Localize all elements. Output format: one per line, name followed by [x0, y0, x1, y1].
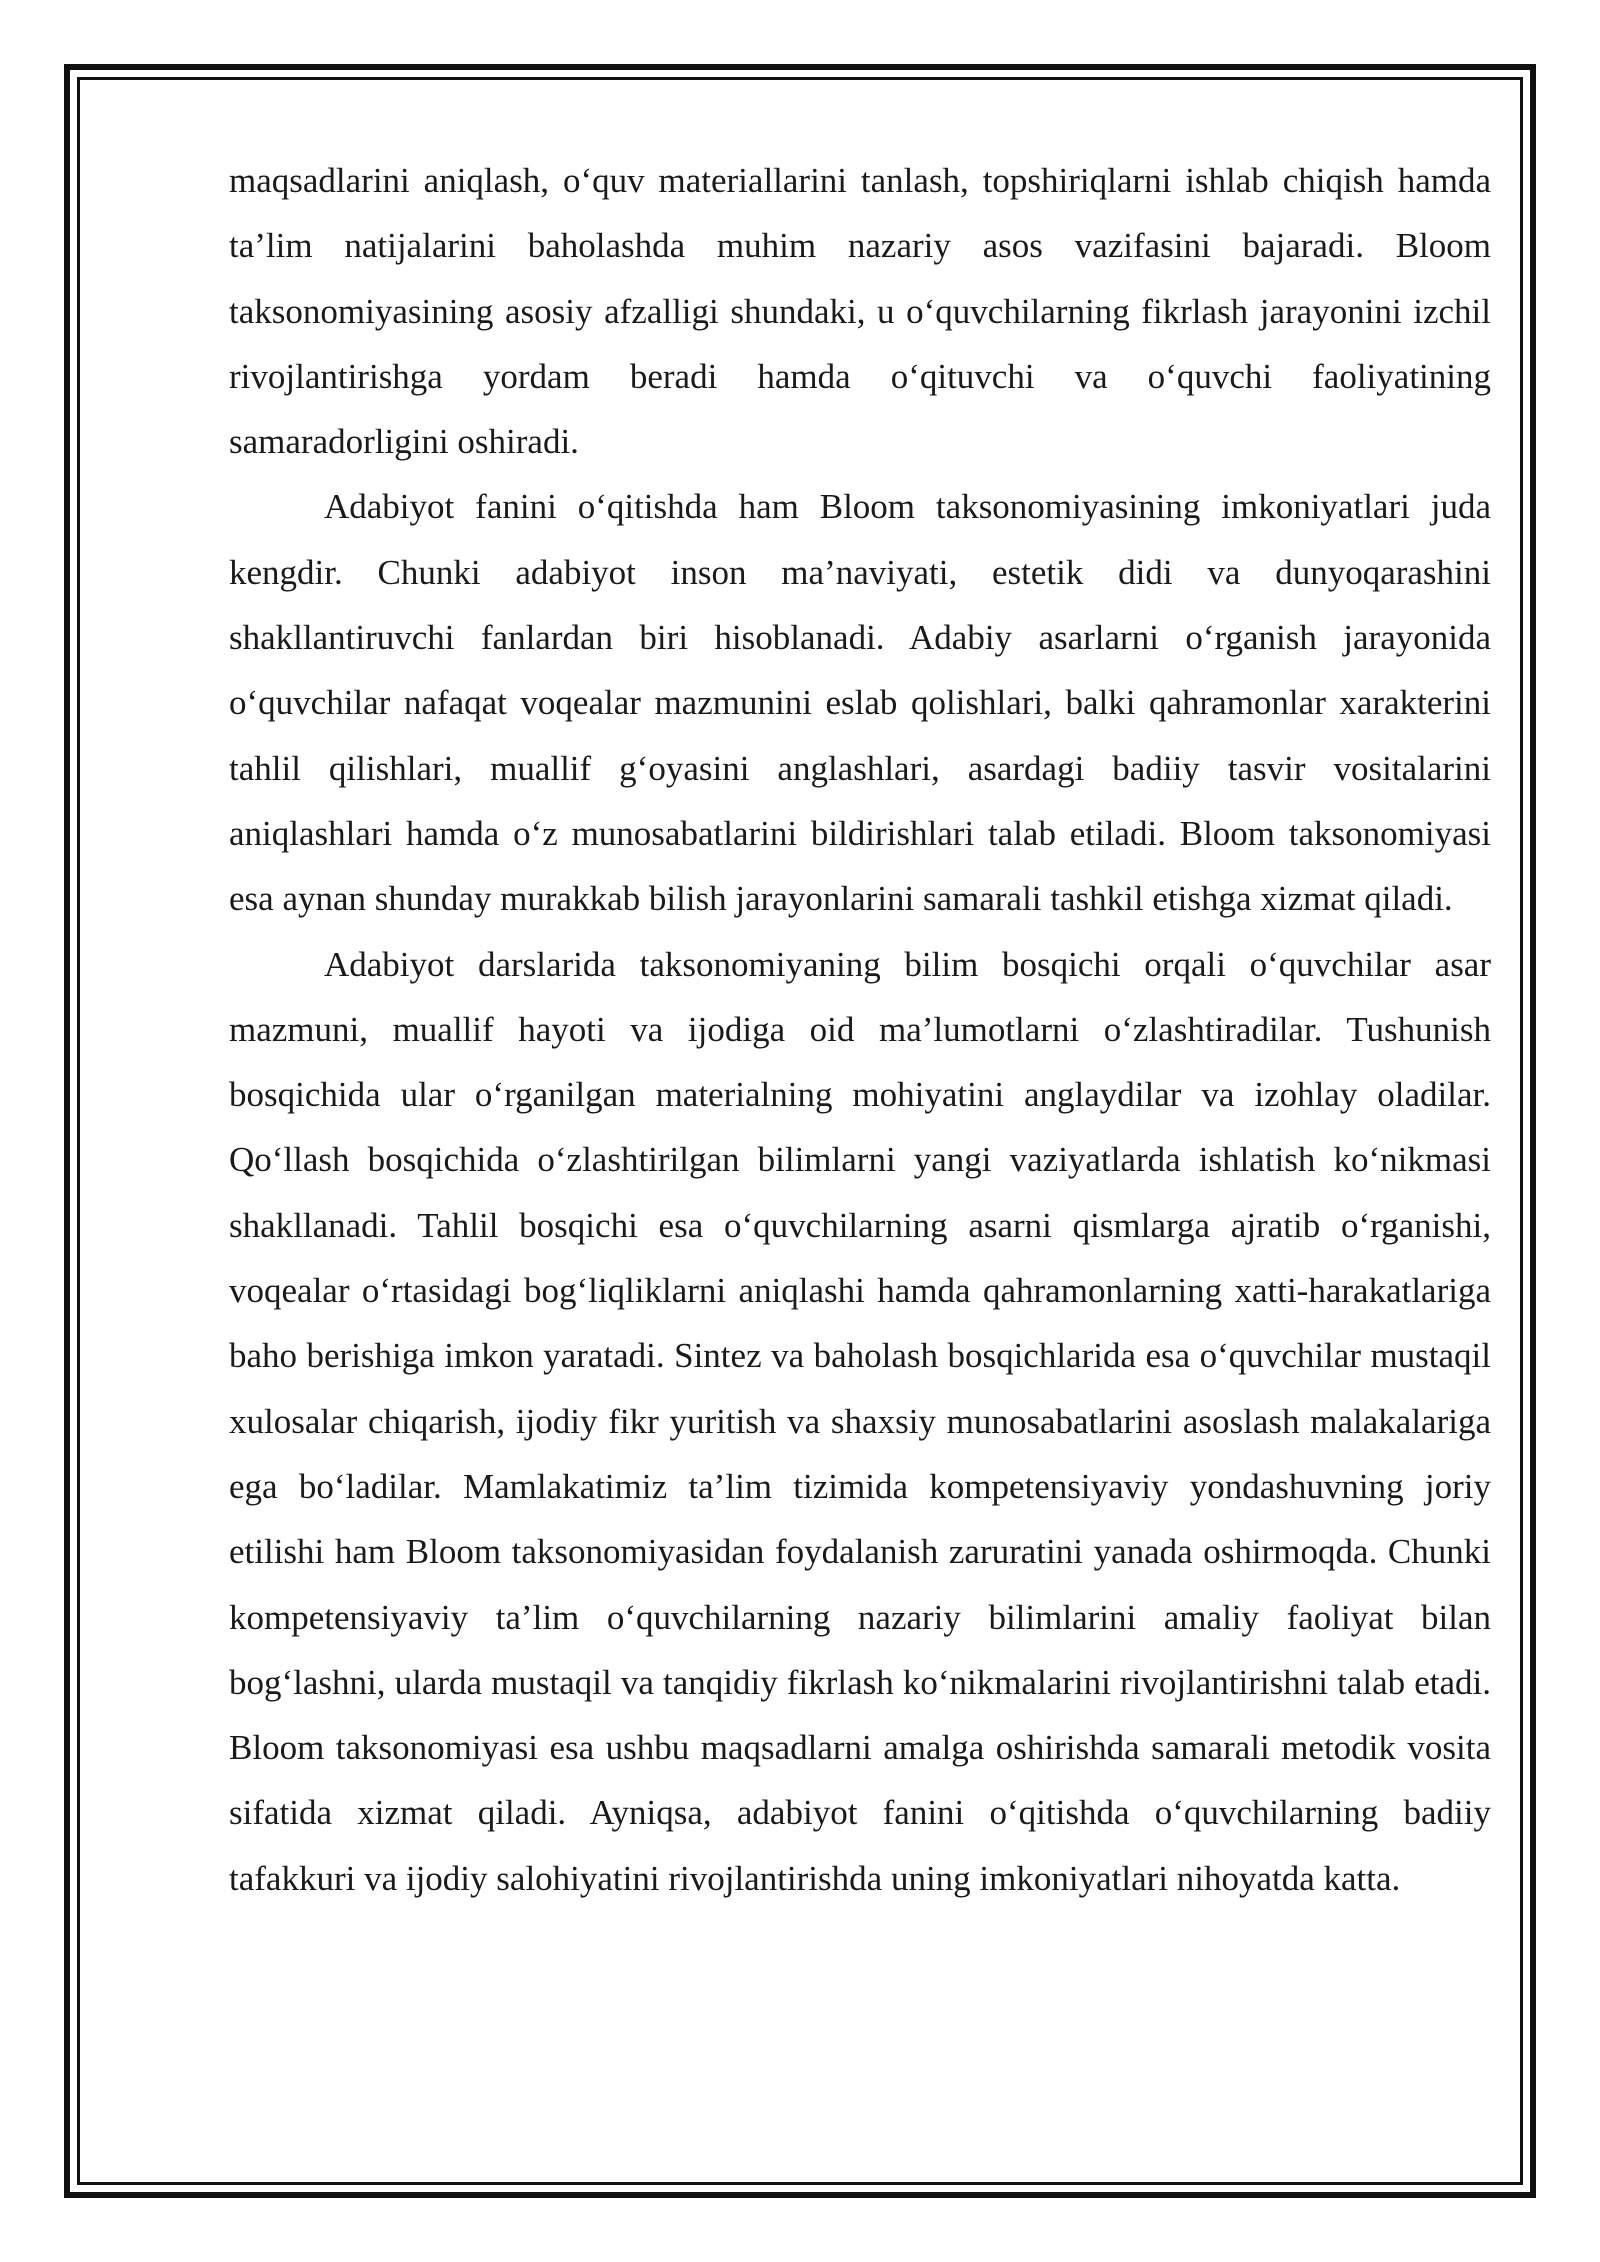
document-body: [229, 148, 1491, 1911]
paragraph-2: Adabiyot fanini o‘qitishda ham Bloom taksonomiyasining imkoniyatlari juda kengdir. Chunki adabiyot inson ma’naviyati, estetik didi va dunyoqarashini shakllantiruvchi fanlardan biri hisoblanadi. Adabiy asarlarni o‘rganish jarayonida o‘quvchilar nafaqat voqealar mazmunini eslab qolishlari, balki qahramonlar xarakterini tahlil qilishlari, muallif g‘oyasini anglashlari, asardagi badiiy tasvir vositalarini aniqlashlari hamda o‘z munosabatlarini bildirishlari talab etiladi. Bloom taksonomiyasi esa aynan shunday murakkab bilish jarayonlarini samarali tashkil etishga xizmat qiladi.: [229, 487, 1491, 919]
paragraph-1: maqsadlarini aniqlash, o‘quv materiallarini tanlash, topshiriqlarni ishlab chiqish hamda ta’lim natijalarini baholashda muhim nazariy asos vazifasini bajaradi. Bloom taksonomiyasining asosiy afzalligi shundaki, u o‘quvchilarning fikrlash jarayonini izchil rivojlantirishga yordam beradi hamda o‘qituvchi va o‘quvchi faoliyatining samaradorligini oshiradi.: [229, 161, 1491, 462]
paragraph-3: Adabiyot darslarida taksonomiyaning bilim bosqichi orqali o‘quvchilar asar mazmuni, muallif hayoti va ijodiga oid ma’lumotlarni o‘zlashtiradilar. Tushunish bosqichida ular o‘rganilgan materialning mohiyatini anglaydilar va izohlay oladilar. Qo‘llash bosqichida o‘zlashtirilgan bilimlarni yangi vaziyatlarda ishlatish ko‘nikmasi shakllanadi. Tahlil bosqichi esa o‘quvchilarning asarni qismlarga ajratib o‘rganishi, voqealar o‘rtasidagi bog‘liqliklarni aniqlashi hamda qahramonlarning xatti-harakatlariga baho berishiga imkon yaratadi. Sintez va baholash bosqichlarida esa o‘quvchilar mustaqil xulosalar chiqarish, ijodiy fikr yuritish va shaxsiy munosabatlarini asoslash malakalariga ega bo‘ladilar. Mamlakatimiz ta’lim tizimida kompetensiyaviy yondashuvning joriy etilishi ham Bloom taksonomiyasidan foydalanish zaruratini yanada oshirmoqda. Chunki kompetensiyaviy ta’lim o‘quvchilarning nazariy bilimlarini amaliy faoliyat bilan bog‘lashni, ularda mustaqil va tanqidiy fikrlash ko‘nikmalarini rivojlantirishni talab etadi. Bloom taksonomiyasi esa ushbu maqsadlarni amalga oshirishda samarali metodik vosita sifatida xizmat qiladi. Ayniqsa, adabiyot fanini o‘qitishda o‘quvchilarning badiiy tafakkuri va ijodiy salohiyatini rivojlantirishda uning imkoniyatlari nihoyatda katta.: [229, 944, 1491, 1898]
